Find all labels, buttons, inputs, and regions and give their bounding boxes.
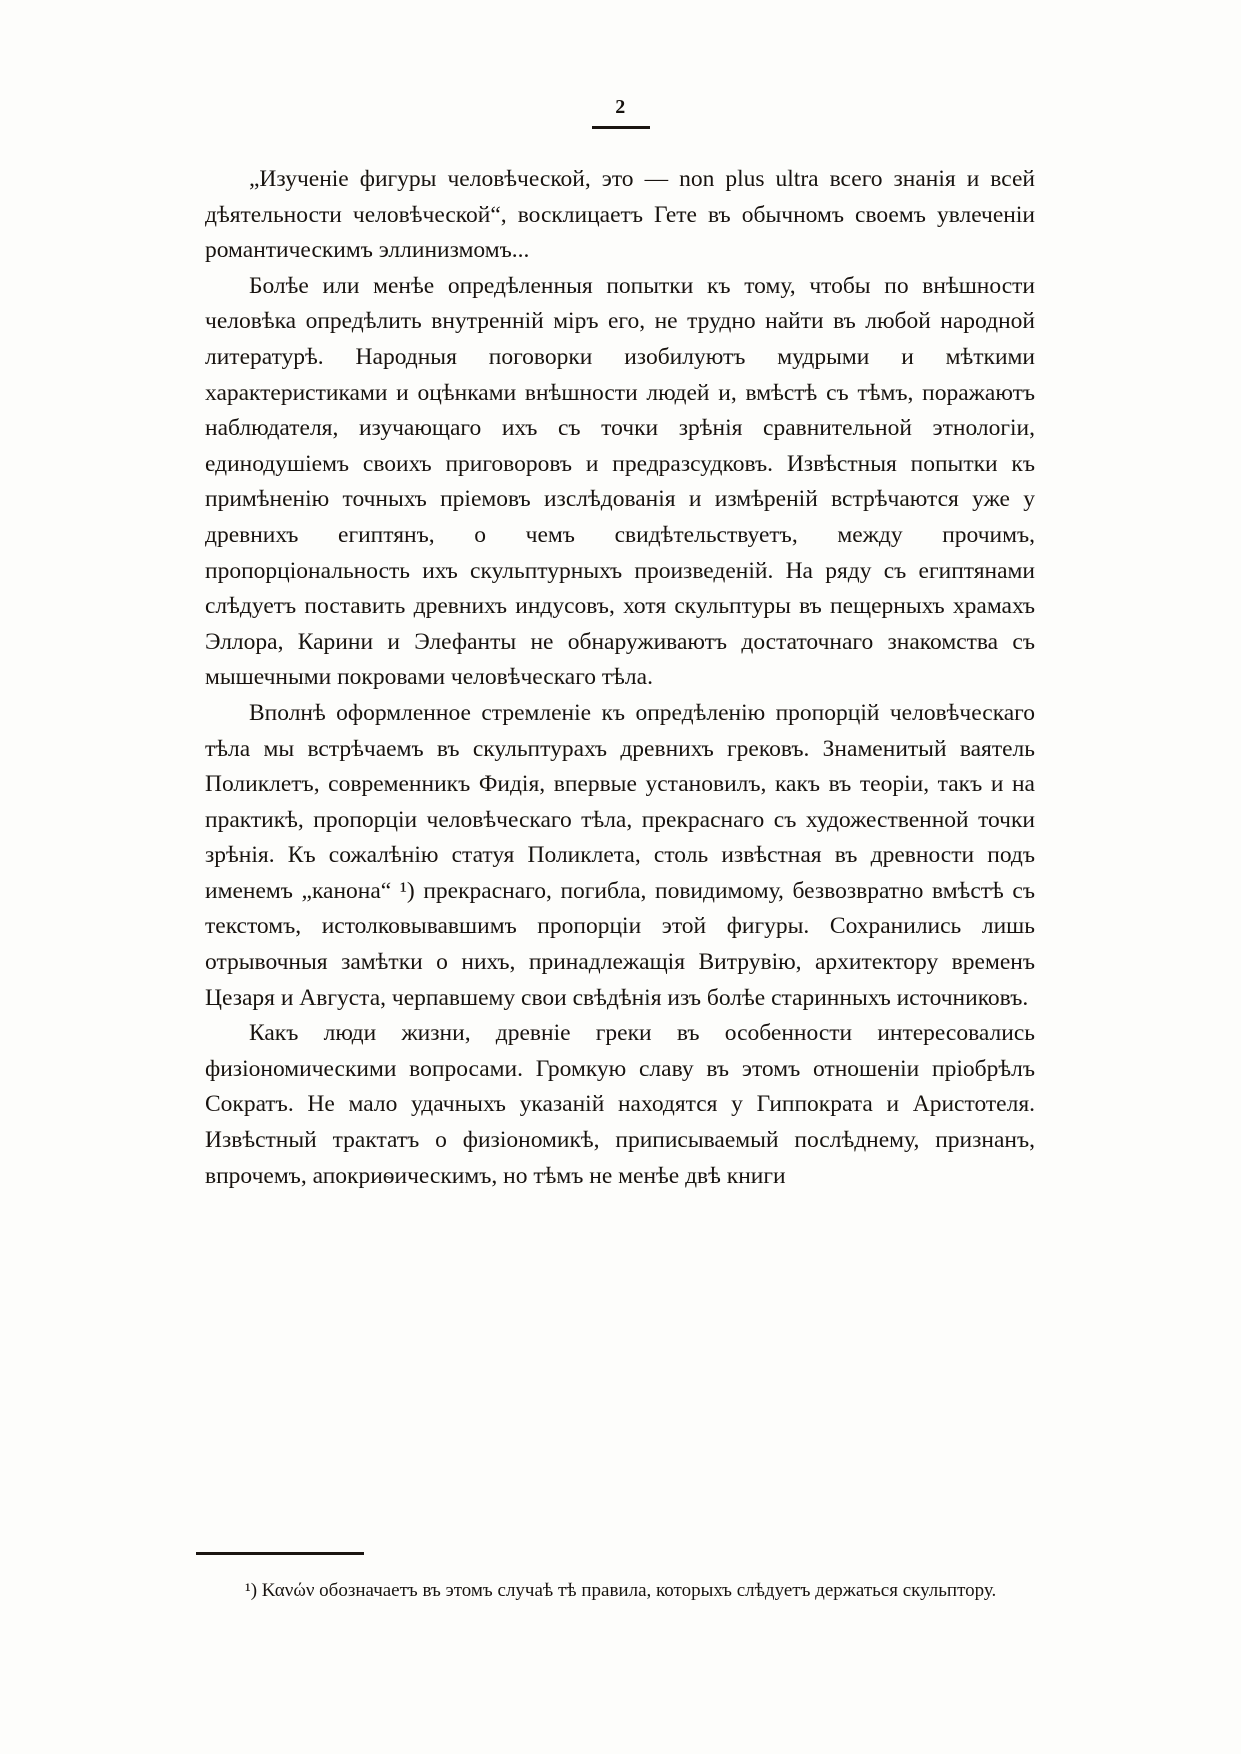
footnote-text: ¹) Κανών обозначаетъ въ этомъ случаѣ тѣ правила, которыхъ слѣдуетъ держаться скульптору. [245,1580,997,1601]
paragraph-4: Какъ люди жизни, древніе греки въ особенности интересовались физіономическими вопросами. Громкую славу въ этомъ отношеніи пріобрѣлъ Сократъ. Не мало удачныхъ указаній находятся у Гиппократа и Аристотеля. Извѣстный трактатъ о физіономикѣ, приписываемый послѣднему, признанъ, впрочемъ, апокриѳическимъ, но тѣмъ не менѣе двѣ книги [205,1020,1035,1189]
paragraph-2: Болѣе или менѣе опредѣленныя попытки къ тому, чтобы по внѣшности человѣка опредѣлить внутренній міръ его, не трудно найти въ любой народной литературѣ. Народныя поговорки изобилуютъ мудрыми и мѣткими характеристиками и оцѣнками внѣшности людей и, вмѣстѣ съ тѣмъ, поражаютъ наблюдателя, изучающаго ихъ съ точки зрѣнія сравнительной этнологіи, единодушіемъ своихъ приговоровъ и предразсудковъ. Извѣстныя попытки къ примѣненію точныхъ пріемовъ изслѣдованія и измѣреній встрѣчаются уже у древнихъ египтянъ, о чемъ свидѣтельствуетъ, между прочимъ, пропорціональность ихъ скульптурныхъ произведеній. На ряду съ египтянами слѣдуетъ поставить древнихъ индусовъ, хотя скульптуры въ пещерныхъ храмахъ Эллора, Карини и Элефанты не обнаруживаютъ достаточнаго знакомства съ мышечными покровами человѣческаго тѣла. [205,272,1035,691]
page-number-rule [592,126,650,129]
footnote-separator [196,1552,364,1555]
paragraph-1: „Изученіе фигуры человѣческой, это — non plus ultra всего знанія и всей дѣятельности человѣческой“, восклицаетъ Гете въ обычномъ своемъ увлеченіи романтическимъ эллинизмомъ... [205,166,1035,264]
page-header [0,96,1241,129]
body-text [205,162,1035,1194]
page-number: 2 [615,96,626,118]
paragraph-3: Вполнѣ оформленное стремленіе къ опредѣленію пропорцій человѣческаго тѣла мы встрѣчаемъ въ скульптурахъ древнихъ грековъ. Знаменитый ваятель Поликлетъ, современникъ Фидія, впервые установилъ, какъ въ теоріи, такъ и на практикѣ, пропорціи человѣческаго тѣла, прекраснаго съ художественной точки зрѣнія. Къ сожалѣнію статуя Поликлета, столь извѣстная въ древности подъ именемъ „канона“ ¹) прекраснаго, погибла, повидимому, безвозвратно вмѣстѣ съ текстомъ, истолковывавшимъ пропорціи этой фигуры. Сохранились лишь отрывочныя замѣтки о нихъ, принадлежащія Витрувію, архитектору временъ Цезаря и Августа, черпавшему свои свѣдѣнія изъ болѣе старинныхъ источниковъ. [205,699,1035,1011]
